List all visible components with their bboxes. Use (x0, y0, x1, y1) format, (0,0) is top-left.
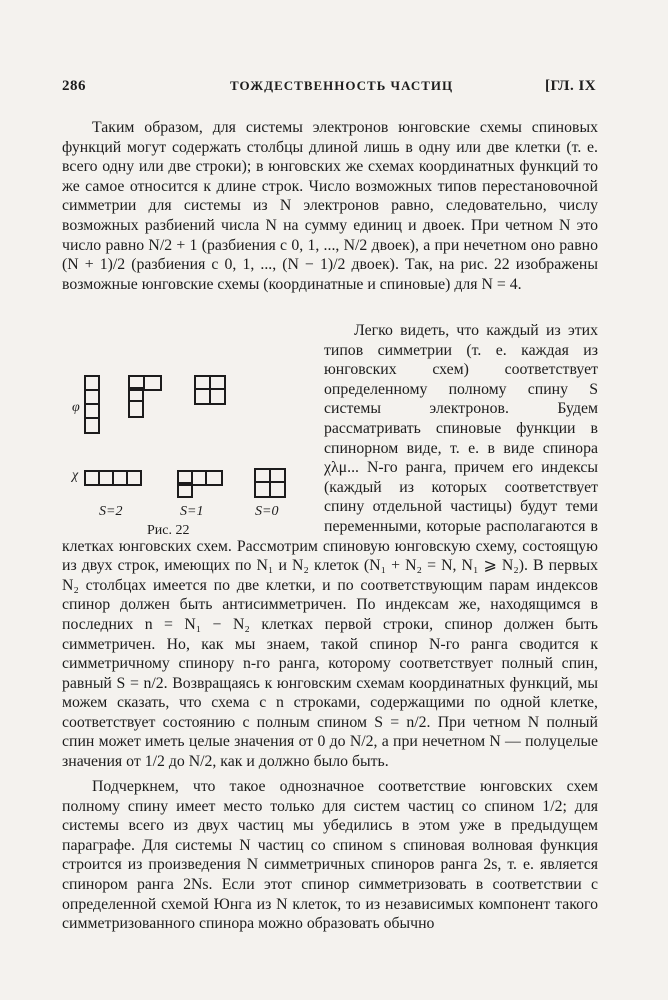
running-title: ТОЖДЕСТВЕННОСТЬ ЧАСТИЦ (230, 78, 454, 93)
chapter-label: [ГЛ. IX (545, 78, 597, 94)
spin-label-s1: S=1 (180, 504, 204, 519)
spin-label-s2: S=2 (99, 504, 123, 519)
phi-label: φ (72, 400, 80, 415)
figure-caption: Рис. 22 (147, 523, 190, 538)
paragraph-3: Подчеркнем, что такое однозначное соответствие юнговских схем полному спину имеет место только для систем частиц со спином 1/2; для системы всего из двух частиц мы убедились в этом уже в предыдущем параграфе. Для системы N частиц со спином s спиновая волновая функция строится из произведения N симметричных спиноров ранга 2s, т. е. является спинором ранга 2Ns. Если этот спинор симметризовать в соответствии с определенной схемой Юнга из N клеток, то из независимых компонент такого симметризованного спинора можно образовать обычно (62, 778, 598, 933)
figure-22 (72, 370, 302, 550)
paragraph-1: Таким образом, для системы электронов юнговские схемы спиновых функций могут содержать столбцы длиной лишь в одну или две клетки (т. е. всего одну или две строки); в юнговских же схемах координатных функций то же самое относится к длине строк. Число возможных типов перестановочной симметрии для системы из N электронов равно, следовательно, числу возможных разбиений числа N на сумму единиц и двоек. При четном N это число равно N/2 + 1 (разбиения с 0, 1, ..., N/2 двоек), а при нечетном оно равно (N + 1)/2 (разбиения с 0, 1, ..., (N − 1)/2 двоек). Так, на рис. 22 изображены возможные юнговские схемы (координатные и спиновые) для N = 4. (62, 119, 598, 293)
spin-label-s0: S=0 (255, 504, 279, 519)
chi-label: χ (72, 468, 79, 483)
paragraph-2: Легко видеть, что каждый из этих типов симметрии (т. е. каждая из юнговских схем) соответствует определенному полному спину S системы электронов. Будем рассматривать спиновые функции в спинорном виде, т. е. в виде спинора χλμ... N-го ранга, причем его индексы (каждый из которых соответствует спину отдельной частицы) будут теми переменными, которые располагаются в клетках юнговских схем. Рассмотрим спиновую юнговскую схему, состоящую из двух строк, имеющих по N₁ и N₂ клеток (N₁ + N₂ = N, N₁ ⩾ N₂). В первых N₂ столбцах имеется по две клетки, и по соответствующим парам индексов спинор должен быть антисимметричен. По индексам же, находящимся в последних n = N₁ − N₂ клетках первой строки, спинор должен быть симметричен. Но, как мы знаем, такой спинор N-го ранга сводится к симметричному спинору n-го ранга, которому соответствует полный спин, равный S = n/2. Возвращаясь к юнговским схемам координатных функций, мы можем сказать, что схема с n строками, содержащими по одной клетке, соответствует состоянию с полным спином S = n/2. При четном N полный спин может иметь целые значения от 0 до N/2, а при нечетном N — полуцелые значения от 1/2 до N/2, как и должно было быть. (62, 322, 598, 771)
page-number: 286 (62, 78, 86, 94)
